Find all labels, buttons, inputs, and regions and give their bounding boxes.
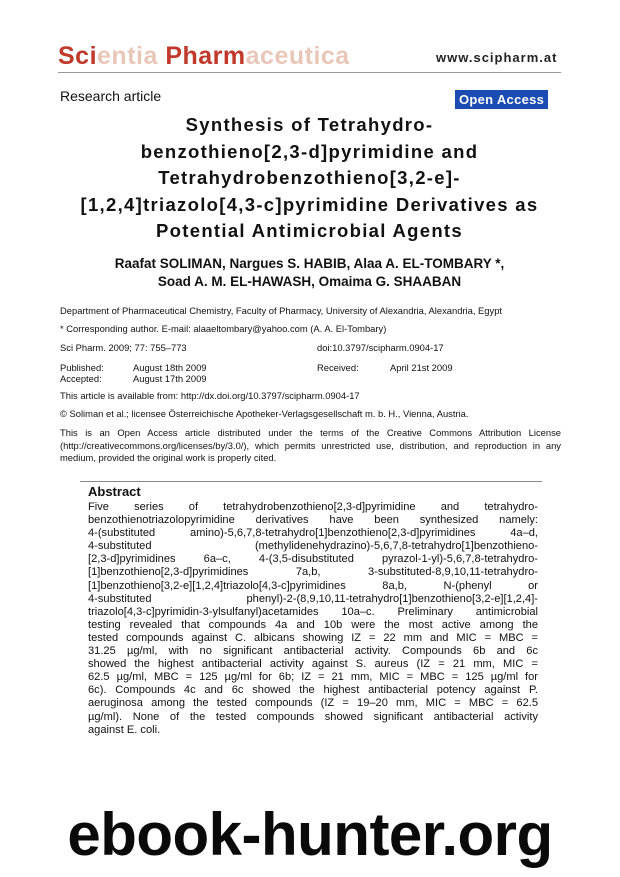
received-label: Received: (317, 362, 359, 373)
published-date: August 18th 2009 (133, 362, 207, 373)
abstract-line: aeruginosa among the tested compounds (IZ = 19–20 mm, MIC = MBC = 62.5 (88, 697, 538, 710)
published-label: Published: (60, 362, 104, 373)
accepted-label: Accepted: (60, 373, 102, 384)
license-note: This is an Open Access article distributed under the terms of the Creative Commons Attribution License (http://creativecommons.org/licenses/by/3.0/), which permits unrestricted use, distribution, and reproduction in any medium, provided the original work is properly cited. (60, 427, 561, 463)
abstract-section (80, 481, 542, 764)
abstract-line: testing revealed that compounds 4a and 10b were the most active among the (88, 618, 538, 631)
abstract-divider (80, 481, 542, 482)
abstract-line: 6c). Compounds 4c and 6c showed the highest antibacterial potency against P. (88, 684, 538, 697)
citation: Sci Pharm. 2009; 77: 755–773 (60, 342, 187, 353)
authors-line: Raafat SOLIMAN, Nargues S. HABIB, Alaa A. EL-TOMBARY *, (114, 256, 505, 271)
copyright-note: © Soliman et al.; licensee Österreichische Apotheker-Verlagsgesellschaft m. b. H., Vienna, Austria. (60, 408, 469, 419)
header-divider (58, 72, 561, 73)
journal-logo: Scientia Pharmaceutica (58, 42, 350, 70)
abstract-body (88, 501, 538, 737)
abstract-line: 4-(substituted amino)-5,6,7,8-tetrahydro[1]benzothieno[2,3-d]pyrimidines 4a–d, (88, 527, 538, 540)
abstract-line: 62.5 µg/ml, MBC = 125 µg/ml for 6b; IZ = 21 mm, MIC = MBC = 125 µg/ml for (88, 671, 538, 684)
abstract-line: against E. coli. (88, 723, 161, 736)
abstract-heading: Abstract (88, 484, 141, 499)
abstract-line: showed the highest antibacterial activity against S. aureus (IZ = 21 mm, MIC = (88, 658, 538, 671)
article-type: Research article (60, 88, 162, 104)
abstract-line: [1]benzothieno[3,2-e][1,2,4]triazolo[4,3-c]pyrimidines 8a,b, N-(phenyl or (88, 579, 538, 592)
abstract-line: [1]benzothieno[2,3-d]pyrimidines 7a,b, 3-substituted-8,9,10,11-tetrahydro- (88, 566, 538, 579)
authors-line: Soad A. M. EL-HAWASH, Omaima G. SHAABAN (157, 274, 462, 289)
title-line: benzothieno[2,3-d]pyrimidine and (140, 140, 479, 162)
received-date: April 21st 2009 (390, 362, 453, 373)
journal-url[interactable]: www.scipharm.at (436, 50, 558, 65)
abstract-line: µg/ml). None of the tested compounds showed significant antibacterial activity (88, 710, 538, 723)
accepted-date: August 17th 2009 (133, 373, 207, 384)
watermark: ebook-hunter.org (67, 801, 553, 868)
abstract-line: Five series of tetrahydrobenzothieno[2,3-d]pyrimidine and tetrahydro- (88, 501, 538, 513)
abstract-line: tested compounds against C. albicans showing IZ = 22 mm and MIC = MBC = (88, 631, 538, 644)
abstract-line: 4-substituted (methylidenehydrazino)-5,6,7,8-tetrahydro[1]benzothieno- (88, 540, 538, 553)
abstract-line: 31.25 µg/ml, with no significant antibacterial activity. Compounds 6b and 6c (88, 645, 538, 658)
open-access-badge: Open Access (455, 90, 548, 109)
abstract-line: benzothienotriazolopyrimidine derivatives have been synthesized namely: (88, 514, 538, 527)
abstract-line: 4-substituted phenyl)-2-(8,9,10,11-tetrahydro[1]benzothieno[3,2-e][1,2,4]- (88, 592, 538, 605)
title-line: Tetrahydrobenzothieno[3,2-e]- (158, 167, 461, 188)
doi[interactable]: doi:10.3797/scipharm.0904-17 (317, 342, 444, 353)
affiliation: Department of Pharmaceutical Chemistry, Faculty of Pharmacy, University of Alexandria, Alexandria, Egypt (60, 305, 503, 316)
abstract-line: [2,3-d]pyrimidines 6a–c, 4-(3,5-disubstituted pyrazol-1-yl)-5,6,7,8-tetrahydro- (88, 553, 538, 566)
title-line: Potential Antimicrobial Agents (156, 220, 463, 241)
author-list (58, 255, 561, 291)
abstract-line: triazolo[4,3-c]pyrimidin-3-ylsulfanyl)acetamides 10a–c. Preliminary antimicrobial (88, 605, 538, 618)
corresponding-author: * Corresponding author. E-mail: alaaeltombary@yahoo.com (A. A. El-Tombary) (60, 323, 387, 334)
availability-note: This article is available from: http://dx.doi.org/10.3797/scipharm.0904-17 (60, 390, 360, 401)
title-line: Synthesis of Tetrahydro- (185, 114, 434, 135)
title-line: [1,2,4]triazolo[4,3-c]pyrimidine Derivatives as (80, 193, 539, 215)
article-title (58, 112, 561, 245)
